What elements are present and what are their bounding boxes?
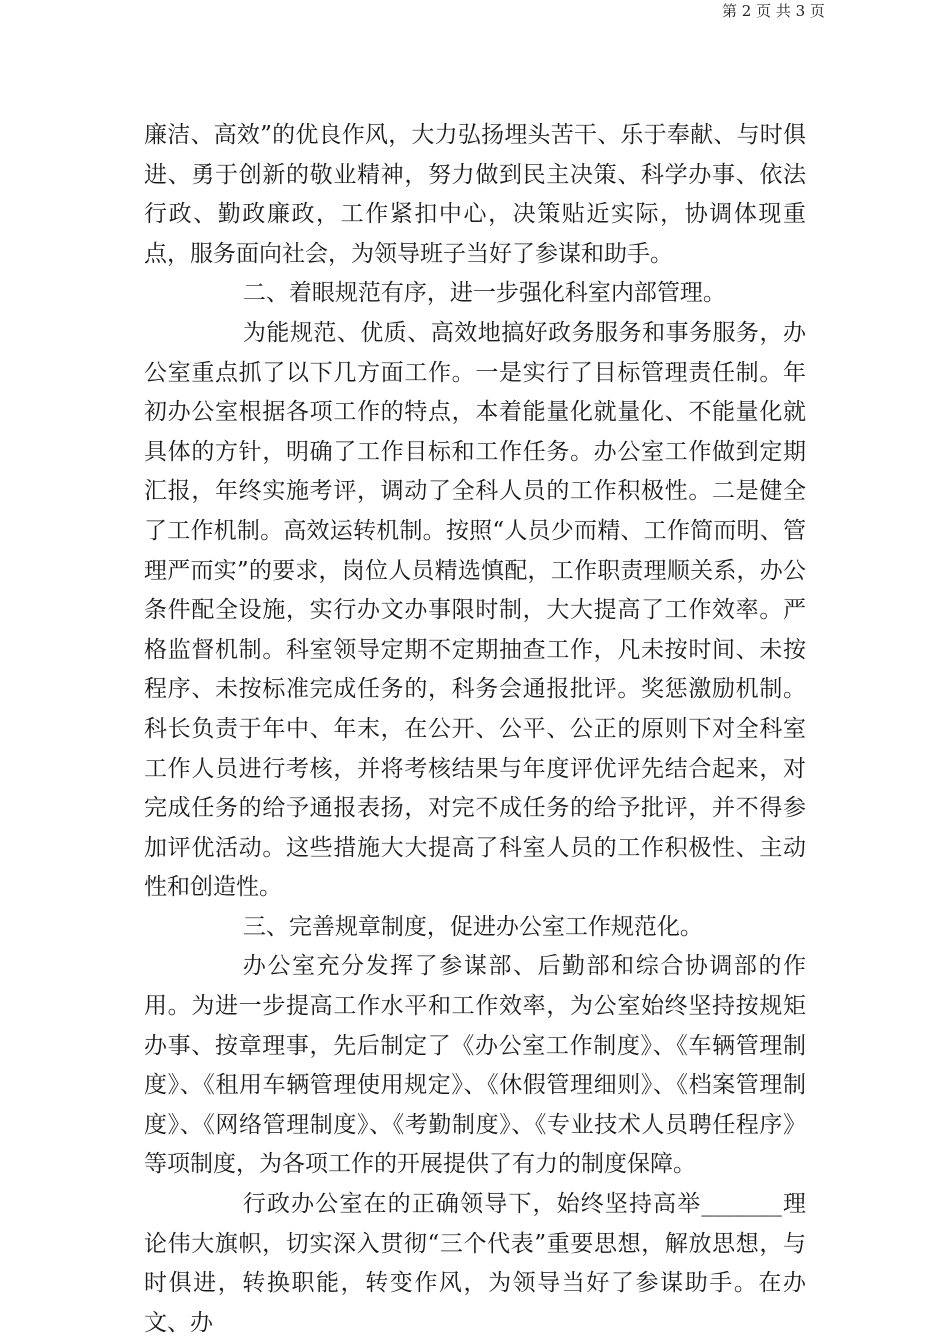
paragraph-1: 廉洁、高效”的优良作风，大力弘扬埋头苦干、乐于奉献、与时俱进、勇于创新的敬业精神，努力做到民主决策、科学办事、依法行政、勤政廉政，工作紧扣中心，决策贴近实际，协调体现重点，服务面向社会，为领导班子当好了参谋和助手。 [144, 122, 806, 267]
paragraph-2: 为能规范、优质、高效地搞好政务服务和事务服务，办公室重点抓了以下几方面工作。一是实行了目标管理责任制。年初办公室根据各项工作的特点，本着能量化就量化、不能量化就具体的方针，明确了工作目标和工作任务。办公室工作做到定期汇报，年终实施考评，调动了全科人员的工作积极性。二是健全了工作机制。高效运转机制。按照“人员少而精、工作简而明、管理严而实”的要求，岗位人员精选慎配，工作职责理顺关系，办公条件配全设施，实行办文办事限时制，大大提高了工作效率。严格监督机制。科室领导定期不定期抽查工作，凡未按时间、未按程序、未按标准完成任务的，科务会通报批评。奖惩激励机制。科长负责于年中、年末，在公开、公平、公正的原则下对全科室工作人员进行考核，并将考核结果与年度评优评先结合起来，对完成任务的给予通报表扬，对完不成任务的给予批评，并不得参加评优活动。这些措施大大提高了科室人员的工作积极性、主动性和创造性。 [144, 319, 806, 901]
paragraph-3: 办公室充分发挥了参谋部、后勤部和综合协调部的作用。为进一步提高工作水平和工作效率，为公室始终坚持按规矩办事、按章理事，先后制定了《办公室工作制度》、《车辆管理制度》、《租用车辆管理使用规定》、《休假管理细则》、《档案管理制度》、《网络管理制度》、《考勤制度》、《专业技术人员聘任程序》等项制度，为各项工作的开展提供了有力的制度保障。 [144, 953, 806, 1178]
document-body [144, 116, 806, 1343]
section-heading-3: 三、完善规章制度，促进办公室工作规范化。 [242, 913, 703, 940]
page-number-footer: 第 2 页 共 3 页 [722, 2, 825, 20]
paragraph-4: 行政办公室在的正确领导下，始终坚持高举_______理论伟大旗帜，切实深入贯彻“三个代表”重要思想，解放思想，与时俱进，转换职能，转变作风，为领导当好了参谋助手。在办文、办 [144, 1191, 806, 1336]
section-heading-2: 二、着眼规范有序，进一步强化科室内部管理。 [242, 280, 726, 307]
